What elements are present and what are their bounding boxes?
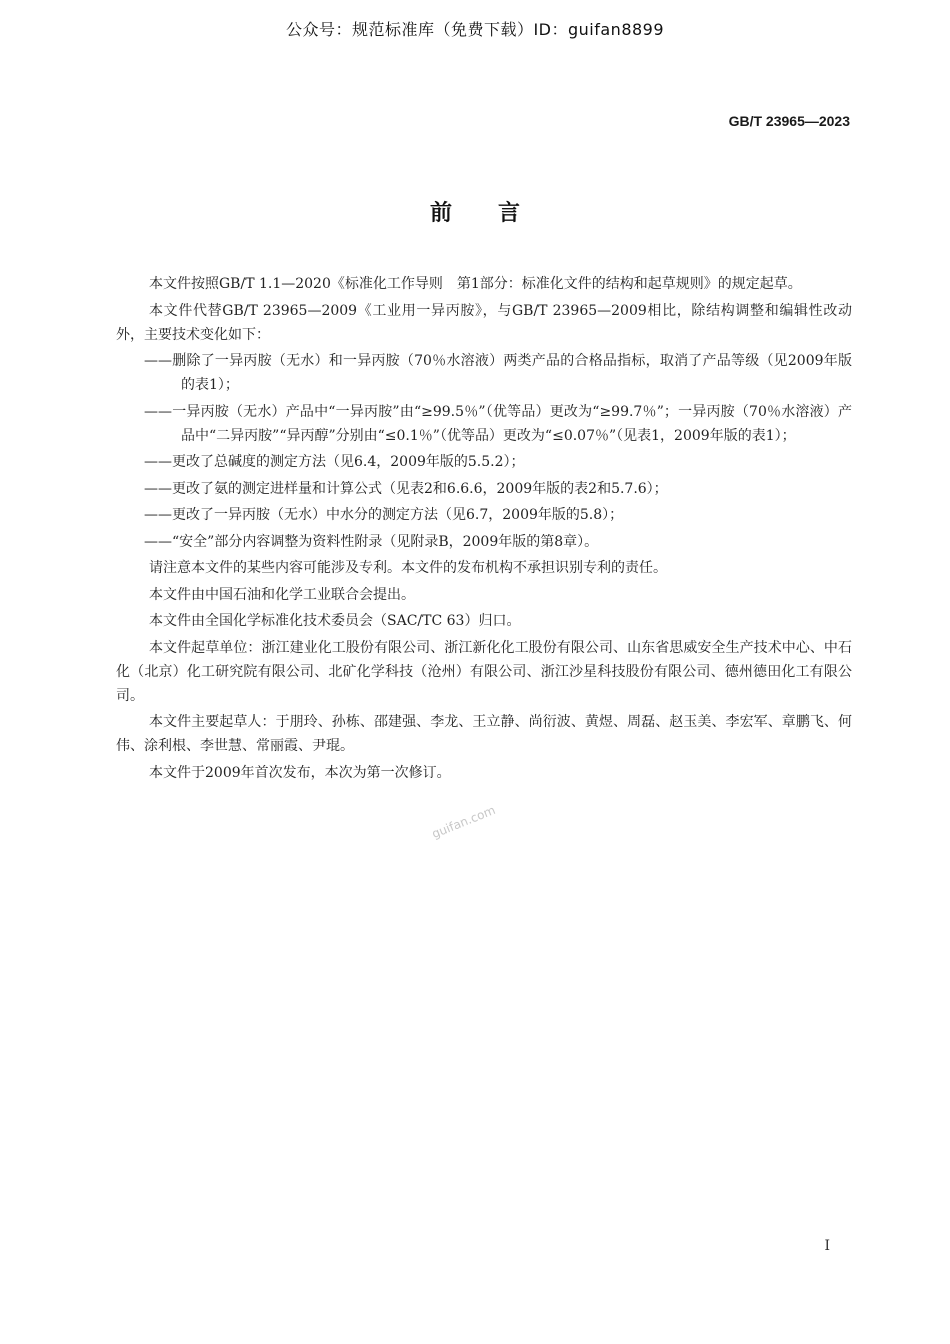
list-item: ——删除了一异丙胺（无水）和一异丙胺（70％水溶液）两类产品的合格品指标，取消了产品等级（见2009年版的表1）； <box>144 353 852 393</box>
list-item: ——更改了一异丙胺（无水）中水分的测定方法（见6.7，2009年版的5.8）； <box>144 507 624 523</box>
paragraph: 本文件代替GB/T 23965—2009《工业用一异丙胺》，与GB/T 23965—2009相比，除结构调整和编辑性改动外，主要技术变化如下： <box>116 302 852 343</box>
foreword-body <box>116 272 852 787</box>
watermark-banner: 公众号：规范标准库（免费下载）ID：guifan8899 <box>285 20 665 39</box>
paragraph: 请注意本文件的某些内容可能涉及专利。本文件的发布机构不承担识别专利的责任。 <box>149 560 667 576</box>
watermark-center: guifan.com <box>429 802 498 842</box>
list-item: ——更改了氨的测定进样量和计算公式（见表2和6.6.6，2009年版的表2和5.7.6）； <box>144 480 668 497</box>
paragraph: 本文件主要起草人：于朋玲、孙栋、邵建强、李龙、王立静、尚衍波、黄煜、周磊、赵玉美、李宏军、章鹏飞、何伟、涂利根、李世慧、常丽霞、尹琨。 <box>116 714 852 754</box>
page-number: I <box>824 1238 830 1254</box>
paragraph: 本文件起草单位：浙江建业化工股份有限公司、浙江新化化工股份有限公司、山东省思威安全生产技术中心、中石化（北京）化工研究院有限公司、北矿化学科技（沧州）有限公司、浙江沙星科技股份有限公司、德州德田化工有限公司。 <box>116 639 852 704</box>
paragraph: 本文件由中国石油和化学工业联合会提出。 <box>149 586 415 603</box>
paragraph: 本文件由全国化学标准化技术委员会（SAC/TC 63）归口。 <box>149 613 521 629</box>
page-title: 前言 <box>429 201 566 226</box>
list-item: ——“安全”部分内容调整为资料性附录（见附录B，2009年版的第8章）。 <box>144 533 599 550</box>
paragraph: 本文件于2009年首次发布，本次为第一次修订。 <box>149 764 451 781</box>
standard-code: GB/T 23965—2023 <box>728 113 850 129</box>
list-item: ——更改了总碱度的测定方法（见6.4，2009年版的5.5.2）； <box>144 454 525 470</box>
list-item: ——一异丙胺（无水）产品中“一异丙胺”由“≥99.5％”（优等品）更改为“≥99.7％”；一异丙胺（70％水溶液）产品中“二异丙胺”“异丙醇”分别由“≤0.1％”（优等品）更改为“≤0.07％”（见表1，2009年版的表1）； <box>144 403 852 444</box>
paragraph: 本文件按照GB/T 1.1—2020《标准化工作导则 第1部分：标准化文件的结构和起草规则》的规定起草。 <box>149 276 802 292</box>
